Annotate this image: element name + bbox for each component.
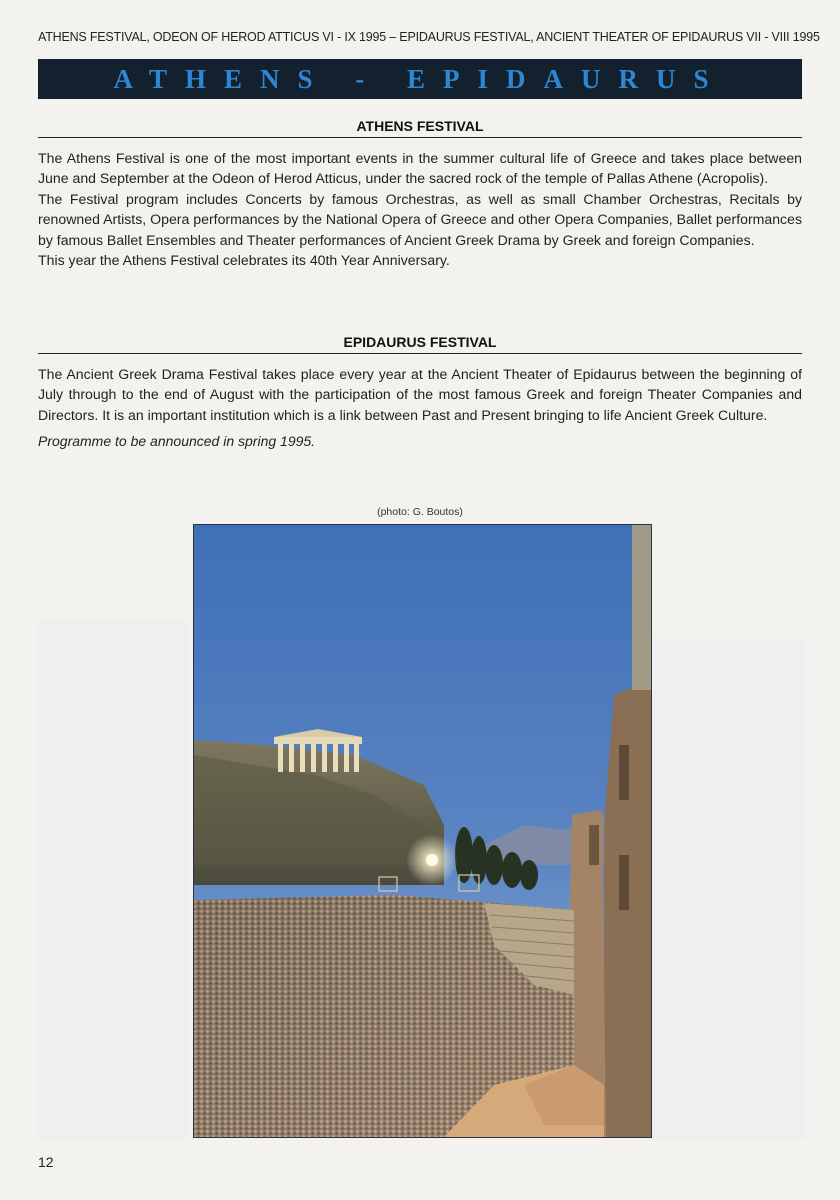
title-banner (38, 59, 802, 99)
odeon-night-photo (193, 524, 652, 1138)
athens-festival-heading: ATHENS FESTIVAL (38, 118, 802, 138)
epidaurus-festival-text: The Ancient Greek Drama Festival takes place every year at the Ancient Theater of Epidaurus between the beginning of July through to the end of August with the participation of the most famous Greek and foreign Theater Companies and Directors. It is an important institution which is a link between Past and Present bringing to life Ancient Greek Culture. (38, 366, 802, 423)
programme-note: Programme to be announced in spring 1995. (38, 433, 316, 449)
epidaurus-festival-heading: EPIDAURUS FESTIVAL (38, 334, 802, 354)
page-number: 12 (38, 1154, 54, 1170)
odeon-photo-illustration (194, 525, 651, 1137)
running-head: ATHENS FESTIVAL, ODEON OF HEROD ATTICUS VI - IX 1995 – EPIDAURUS FESTIVAL, ANCIENT THEATER OF EPIDAURUS VII - VIII 1995 (38, 30, 820, 44)
athens-paragraph-1: The Athens Festival is one of the most important events in the summer cultural life of Greece and takes place between June and September at the Odeon of Herod Atticus, under the sacred rock of the temple of Pallas Athene (Acropolis). (38, 150, 802, 187)
banner-title: ATHENS - EPIDAURUS (113, 63, 727, 94)
photo-credit: (photo: G. Boutos) (377, 506, 463, 518)
athens-festival-text (38, 148, 802, 270)
athens-paragraph-3: This year the Athens Festival celebrates its 40th Year Anniversary. (38, 252, 450, 269)
show-through-block (38, 620, 188, 1140)
show-through-block (650, 640, 806, 1140)
athens-paragraph-2: The Festival program includes Concerts by famous Orchestras, as well as small Chamber Orchestras, Recitals by renowned Artists, Opera performances by the National Opera of Greece and other Opera Companies, Ballet performances by famous Ballet Ensembles and Theater performances of Ancient Greek Drama by Greek and foreign Companies. (38, 190, 802, 248)
